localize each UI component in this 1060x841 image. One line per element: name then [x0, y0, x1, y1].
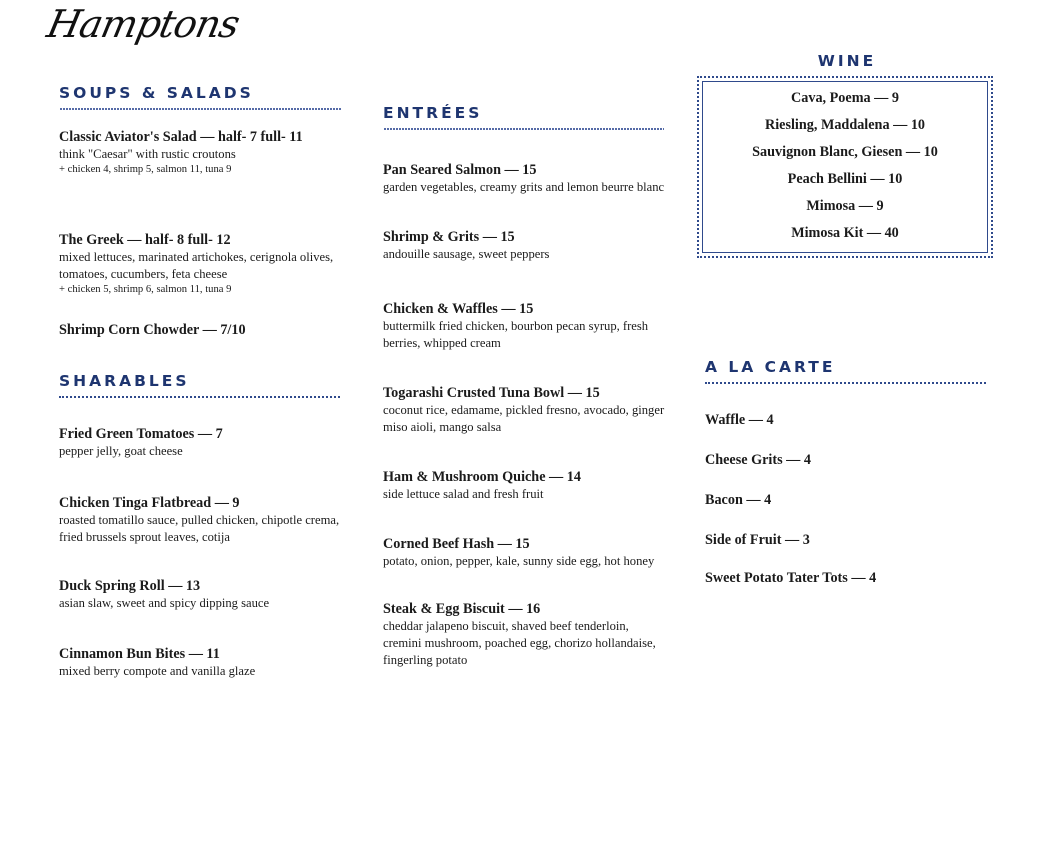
- item-description: pepper jelly, goat cheese: [59, 444, 183, 458]
- item-name: Corned Beef Hash — 15: [383, 536, 530, 552]
- menu-item: [59, 577, 344, 612]
- item-description: cheddar jalapeno biscuit, shaved beef tenderloin, cremini mushroom, poached egg, chorizo hollandaise, fingerling potato: [383, 619, 656, 667]
- soups-salads-title: SOUPS & SALADS: [59, 84, 254, 102]
- menu-item: [383, 300, 665, 352]
- menu-item: [59, 321, 344, 339]
- sharables-title: SHARABLES: [59, 372, 190, 390]
- menu-item: [59, 494, 344, 546]
- menu-item: [59, 231, 344, 297]
- entrees-title: ENTRÉES: [383, 104, 483, 122]
- a-la-carte-item: Cheese Grits — 4: [705, 452, 811, 468]
- section-divider: [383, 127, 664, 131]
- left-column: [59, 84, 344, 678]
- item-name: Duck Spring Roll — 13: [59, 578, 201, 594]
- wine-box: [697, 76, 993, 258]
- section-divider: [59, 396, 340, 398]
- wine-item: Cava, Poema — 9: [791, 89, 899, 106]
- item-name: Ham & Mushroom Quiche — 14: [383, 469, 581, 485]
- item-name: Steak & Egg Biscuit — 16: [383, 601, 541, 617]
- item-description: coconut rice, edamame, pickled fresno, avocado, ginger miso aioli, mango salsa: [383, 403, 665, 434]
- menu-item: [383, 600, 665, 669]
- wine-item: Mimosa — 9: [806, 197, 884, 214]
- menu-item: [59, 128, 344, 177]
- entrees-section: [383, 104, 665, 669]
- restaurant-logo: Hamptons: [43, 2, 243, 46]
- item-name: Cinnamon Bun Bites — 11: [59, 646, 220, 662]
- menu-item: [59, 425, 344, 460]
- section-divider: [59, 107, 342, 111]
- menu-item: [59, 645, 344, 680]
- menu-item: [383, 468, 665, 503]
- item-name: Fried Green Tomatoes — 7: [59, 426, 223, 442]
- a-la-carte-item: Sweet Potato Tater Tots — 4: [705, 570, 877, 586]
- wine-item: Sauvignon Blanc, Giesen — 10: [752, 143, 938, 160]
- a-la-carte-section: [705, 358, 988, 587]
- item-description: andouille sausage, sweet peppers: [383, 247, 550, 261]
- menu-item: [383, 228, 665, 263]
- a-la-carte-item: Bacon — 4: [705, 492, 772, 508]
- a-la-carte-item: Side of Fruit — 3: [705, 532, 810, 548]
- item-description: buttermilk fried chicken, bourbon pecan syrup, fresh berries, whipped cream: [383, 319, 649, 350]
- wine-item: Riesling, Maddalena — 10: [764, 116, 926, 133]
- item-name: Classic Aviator's Salad — half- 7 full- 11: [59, 129, 303, 145]
- menu-item: [383, 535, 665, 570]
- a-la-carte-item: Waffle — 4: [705, 412, 774, 428]
- wine-item: Mimosa Kit — 40: [791, 224, 899, 241]
- item-name: Chicken & Waffles — 15: [383, 301, 534, 317]
- item-name: Togarashi Crusted Tuna Bowl — 15: [383, 385, 600, 401]
- item-name: Shrimp & Grits — 15: [383, 229, 515, 245]
- sharables-section: [59, 372, 344, 680]
- item-name: Shrimp Corn Chowder — 7/10: [59, 322, 246, 338]
- item-description: think "Caesar" with rustic croutons: [59, 147, 236, 161]
- a-la-carte-title: A LA CARTE: [705, 358, 836, 376]
- item-name: Chicken Tinga Flatbread — 9: [59, 495, 240, 511]
- section-divider: [705, 382, 986, 384]
- menu-item: [383, 161, 665, 196]
- item-description: roasted tomatillo sauce, pulled chicken, chipotle crema, fried brussels sprout leaves, cotija: [59, 513, 340, 544]
- item-name: The Greek — half- 8 full- 12: [59, 232, 231, 248]
- right-column: [697, 52, 997, 586]
- soups-salads-section: [59, 84, 344, 339]
- wine-list: [702, 81, 988, 253]
- item-description: garden vegetables, creamy grits and lemon beurre blanc: [383, 180, 665, 194]
- item-description: potato, onion, pepper, kale, sunny side egg, hot honey: [383, 554, 655, 568]
- item-description: asian slaw, sweet and spicy dipping sauce: [59, 596, 270, 610]
- menu-item: [383, 384, 665, 436]
- item-description: side lettuce salad and fresh fruit: [383, 487, 544, 501]
- item-addons: + chicken 4, shrimp 5, salmon 11, tuna 9: [59, 164, 232, 175]
- item-description: mixed lettuces, marinated artichokes, cerignola olives, tomatoes, cucumbers, feta cheese: [59, 250, 334, 281]
- item-description: mixed berry compote and vanilla glaze: [59, 664, 256, 678]
- wine-title: WINE: [817, 52, 877, 70]
- item-name: Pan Seared Salmon — 15: [383, 162, 537, 178]
- wine-item: Peach Bellini — 10: [787, 170, 903, 187]
- item-addons: + chicken 5, shrimp 6, salmon 11, tuna 9: [59, 284, 232, 295]
- wine-section: [697, 52, 997, 258]
